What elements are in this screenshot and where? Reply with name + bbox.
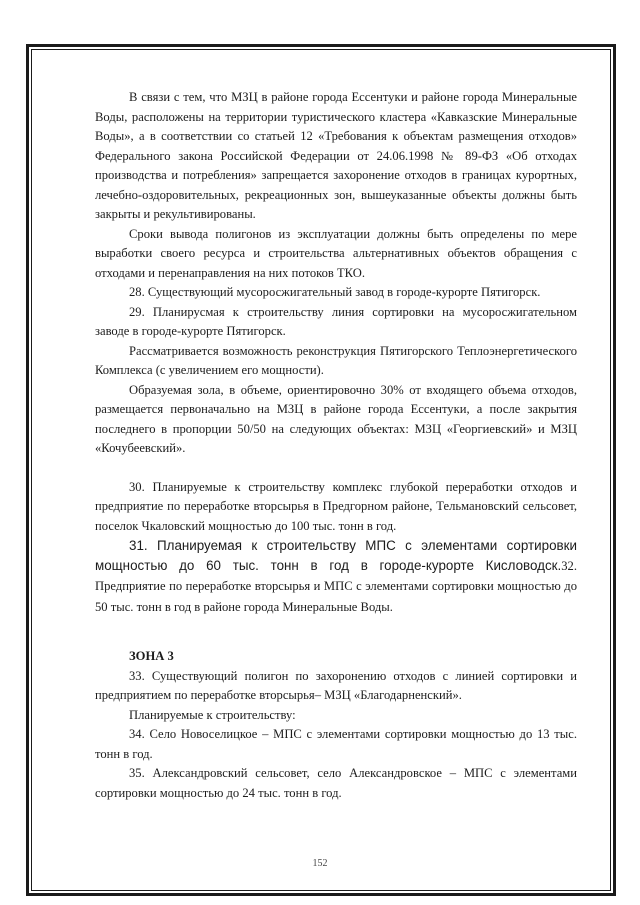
paragraph-34: 34. Село Новоселицкое – МПС с элементами сортировки мощностью до 13 тыс. тонн в год. — [95, 727, 577, 761]
zone-3-heading: ЗОНА 3 — [129, 649, 174, 663]
paragraph-31-32 — [95, 536, 577, 617]
paragraph-28: 28. Существующий мусоросжигательный завод в городе-курорте Пятигорск. — [129, 285, 541, 299]
paragraph-35: 35. Александровский сельсовет, село Александровское – МПС с элементами сортировки мощностью до 24 тыс. тонн в год. — [95, 766, 577, 800]
spacer — [95, 617, 577, 636]
document-body — [95, 88, 577, 803]
paragraph-31: 31. Планируемая к строительству МПС с элементами сортировки мощностью до 60 тыс. тонн в год в городе-курорте Кисловодск. — [95, 538, 577, 573]
paragraph-32: 32. Предприятие по переработке вторсырья и МПС с элементами сортировки мощностью до 50 тыс. тонн в год в районе города Минеральные Воды. — [95, 558, 577, 614]
paragraph-30: 30. Планируемые к строительству комплекс глубокой переработки отходов и предприятие по переработке вторсырья в Предгорном районе, Тельмановский сельсовет, поселок Чкаловский мощностью до 100 тыс. тонн в год. — [95, 479, 577, 533]
page-number: 152 — [312, 858, 328, 869]
paragraph-reconstruction: Рассматривается возможность реконструкция Пятигорского Теплоэнергетического Комплекса (с увеличением его мощности). — [95, 343, 577, 377]
paragraph-ash: Образуемая зола, в объеме, ориентировочно 30% от входящего объема отходов, размещается первоначально на МЗЦ в районе города Ессентуки, а после закрытия последнего в пропорции 50/50 на следующих объектах: МЗЦ «Георгиевский» и МЗЦ «Кочубеевский». — [95, 382, 577, 455]
paragraph-deadlines: Сроки вывода полигонов из эксплуатации должны быть определены по мере выработки своего ресурса и строительства альтернативных объектов обращения с отходами и перенаправления на них потоков ТКО. — [95, 226, 577, 280]
spacer — [95, 636, 577, 647]
paragraph-planned: Планируемые к строительству: — [129, 707, 296, 722]
paragraph-29: 29. Планирусмая к строительству линия сортировки на мусоросжигательном заводе в городе-курорте Пятигорск. — [95, 304, 577, 338]
paragraph-intro: В связи с тем, что МЗЦ в районе города Ессентуки и районе города Минеральные Воды, расположены на территории туристического кластера «Кавказские Минеральные Воды», а в соответствии со статьей 12 «Требования к объектам размещения отходов» Федерального закона Российской Федерации от 24.06.1998 № 89-ФЗ «Об отходах производства и потребления» запрещается захоронение отходов в границах курортных, лечебно-оздоровительных, рекреационных зон, вышеуказанные объекты должны быть закрыты и рекультивированы. — [95, 90, 577, 221]
spacer — [95, 459, 577, 478]
paragraph-33: 33. Существующий полигон по захоронению отходов с линией сортировки и предприятием по переработке вторсырья– МЗЦ «Благодарненский». — [95, 668, 577, 702]
